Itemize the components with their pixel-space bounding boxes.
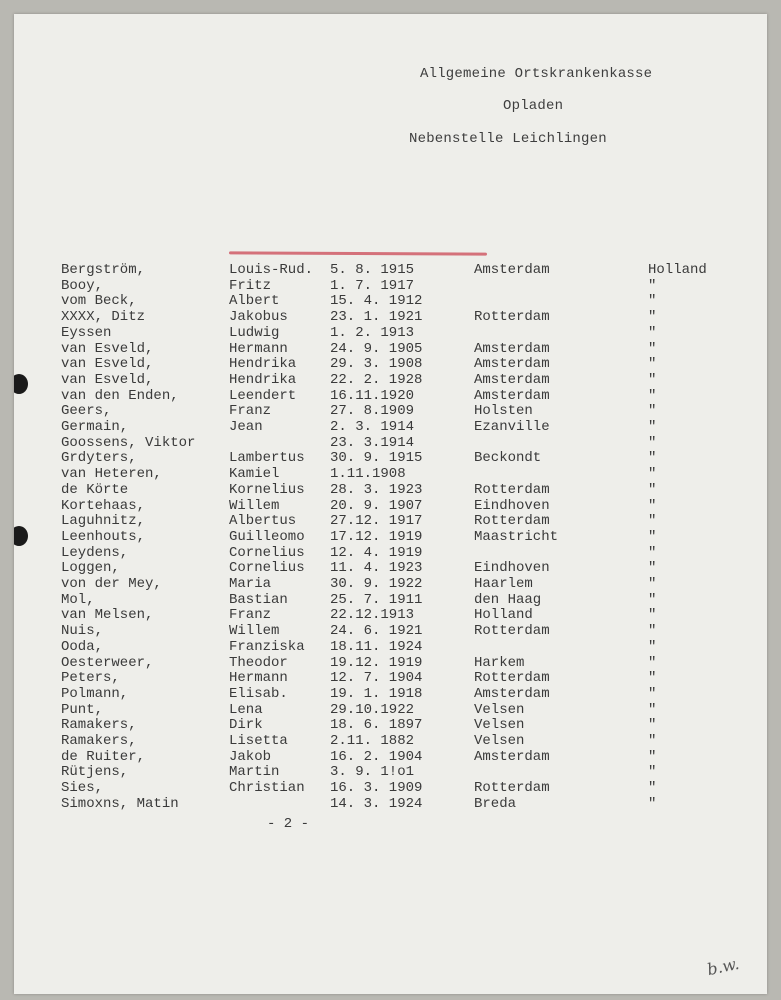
- list-item: [14, 560, 767, 576]
- country-cell: ": [648, 795, 657, 812]
- list-item: [14, 388, 767, 404]
- list-item: [14, 435, 767, 451]
- birth-date-cell: 19. 1. 1918: [330, 685, 423, 702]
- birth-date-cell: 19.12. 1919: [330, 654, 423, 671]
- header-city: Opladen: [503, 98, 564, 114]
- given-name-cell: Fritz: [229, 277, 272, 294]
- given-name-cell: Hermann: [229, 340, 288, 357]
- birth-place-cell: Rotterdam: [474, 780, 550, 797]
- given-name-cell: Hendrika: [229, 371, 297, 388]
- birth-date-cell: 17.12. 1919: [330, 528, 423, 545]
- birth-place-cell: Eindhoven: [474, 560, 550, 577]
- document-page: [14, 14, 767, 994]
- country-cell: ": [648, 497, 657, 514]
- country-cell: ": [648, 309, 657, 326]
- birth-date-cell: 16.11.1920: [330, 387, 415, 404]
- list-item: [14, 372, 767, 388]
- list-item: [14, 670, 767, 686]
- list-item: [14, 717, 767, 733]
- birth-place-cell: Amsterdam: [474, 748, 550, 765]
- given-name-cell: Albert: [229, 293, 280, 310]
- given-name-cell: Maria: [229, 576, 272, 592]
- header-organization: Allgemeine Ortskrankenkasse: [420, 66, 653, 82]
- birth-place-cell: Rotterdam: [474, 481, 550, 498]
- given-name-cell: Willem: [229, 623, 280, 640]
- birth-date-cell: 27. 8.1909: [330, 403, 415, 420]
- country-cell: ": [648, 324, 657, 341]
- surname-cell: Punt,: [61, 701, 104, 718]
- country-cell: ": [648, 466, 657, 483]
- list-item: [14, 466, 767, 482]
- surname-cell: Bergström,: [61, 262, 146, 278]
- list-item: [14, 482, 767, 498]
- birth-place-cell: Holland: [474, 607, 533, 624]
- country-cell: ": [648, 638, 657, 655]
- given-name-cell: Theodor: [229, 654, 288, 671]
- country-cell: ": [648, 450, 657, 467]
- birth-date-cell: 24. 6. 1921: [330, 623, 423, 640]
- given-name-cell: Franziska: [229, 638, 305, 655]
- given-name-cell: Cornelius: [229, 544, 305, 561]
- birth-place-cell: Amsterdam: [474, 685, 550, 702]
- header-branch: Nebenstelle Leichlingen: [409, 131, 607, 147]
- birth-date-cell: 23. 1. 1921: [330, 309, 423, 326]
- country-cell: ": [648, 654, 657, 671]
- given-name-cell: Elisab.: [229, 685, 288, 702]
- birth-date-cell: 18. 6. 1897: [330, 717, 423, 734]
- birth-date-cell: 27.12. 1917: [330, 513, 423, 530]
- country-cell: ": [648, 560, 657, 577]
- given-name-cell: Lambertus: [229, 450, 305, 467]
- birth-place-cell: Rotterdam: [474, 513, 550, 530]
- country-cell: ": [648, 623, 657, 640]
- birth-date-cell: 11. 4. 1923: [330, 560, 423, 577]
- birth-place-cell: Ezanville: [474, 419, 550, 435]
- surname-cell: van Esveld,: [61, 371, 154, 388]
- given-name-cell: Jakob: [229, 748, 272, 765]
- surname-cell: van Melsen,: [61, 607, 154, 624]
- birth-place-cell: Amsterdam: [474, 340, 550, 357]
- birth-place-cell: Rotterdam: [474, 309, 550, 326]
- surname-cell: Oesterweer,: [61, 654, 154, 671]
- list-item: [14, 655, 767, 671]
- surname-cell: Goossens, Viktor: [61, 434, 196, 451]
- country-cell: ": [648, 340, 657, 357]
- list-item: [14, 780, 767, 796]
- surname-cell: Nuis,: [61, 623, 104, 640]
- surname-cell: Peters,: [61, 670, 120, 687]
- surname-cell: van Heteren,: [61, 466, 162, 483]
- list-item: [14, 686, 767, 702]
- given-name-cell: Leendert: [229, 387, 297, 404]
- surname-cell: van den Enden,: [61, 387, 179, 404]
- surname-cell: Simoxns, Matin: [61, 795, 179, 812]
- birth-date-cell: 12. 4. 1919: [330, 544, 423, 561]
- given-name-cell: Bastian: [229, 591, 288, 608]
- country-cell: ": [648, 748, 657, 765]
- birth-date-cell: 30. 9. 1922: [330, 576, 423, 592]
- surname-cell: Ramakers,: [61, 717, 137, 734]
- birth-date-cell: 1.11.1908: [330, 466, 406, 483]
- birth-place-cell: Holsten: [474, 403, 533, 420]
- birth-date-cell: 24. 9. 1905: [330, 340, 423, 357]
- surname-cell: Laguhnitz,: [61, 513, 146, 530]
- list-item: [14, 262, 767, 278]
- given-name-cell: Dirk: [229, 717, 263, 734]
- given-name-cell: Kamiel: [229, 466, 280, 483]
- birth-date-cell: 1. 7. 1917: [330, 277, 415, 294]
- country-cell: ": [648, 513, 657, 530]
- country-cell: ": [648, 701, 657, 718]
- birth-place-cell: Maastricht: [474, 528, 559, 545]
- birth-place-cell: Harkem: [474, 654, 525, 671]
- birth-place-cell: Amsterdam: [474, 371, 550, 388]
- surname-cell: Leenhouts,: [61, 528, 146, 545]
- birth-place-cell: Velsen: [474, 717, 525, 734]
- country-cell: ": [648, 607, 657, 624]
- surname-cell: Sies,: [61, 780, 104, 797]
- surname-cell: de Ruiter,: [61, 748, 146, 765]
- birth-date-cell: 14. 3. 1924: [330, 795, 423, 812]
- given-name-cell: Guilleomo: [229, 528, 305, 545]
- surname-cell: Kortehaas,: [61, 497, 146, 514]
- given-name-cell: Hendrika: [229, 356, 297, 373]
- country-cell: ": [648, 528, 657, 545]
- birth-date-cell: 1. 2. 1913: [330, 324, 415, 341]
- given-name-cell: Willem: [229, 497, 280, 514]
- list-item: [14, 764, 767, 780]
- country-cell: ": [648, 434, 657, 451]
- surname-cell: Ramakers,: [61, 733, 137, 749]
- birth-place-cell: Velsen: [474, 701, 525, 718]
- list-item: [14, 309, 767, 325]
- birth-place-cell: Haarlem: [474, 576, 533, 592]
- surname-cell: van Esveld,: [61, 340, 154, 357]
- surname-cell: Booy,: [61, 277, 104, 294]
- birth-date-cell: 30. 9. 1915: [330, 450, 423, 467]
- given-name-cell: Hermann: [229, 670, 288, 687]
- list-item: [14, 796, 767, 812]
- surname-cell: XXXX, Ditz: [61, 309, 146, 326]
- list-item: [14, 450, 767, 466]
- handwritten-note: b.w.: [705, 953, 741, 980]
- list-item: [14, 341, 767, 357]
- surname-cell: Loggen,: [61, 560, 120, 577]
- country-cell: ": [648, 481, 657, 498]
- list-item: [14, 419, 767, 435]
- birth-place-cell: Eindhoven: [474, 497, 550, 514]
- country-cell: ": [648, 591, 657, 608]
- list-item: [14, 293, 767, 309]
- country-cell: ": [648, 685, 657, 702]
- surname-cell: Geers,: [61, 403, 112, 420]
- list-item: [14, 623, 767, 639]
- birth-place-cell: Amsterdam: [474, 387, 550, 404]
- surname-cell: Germain,: [61, 419, 129, 435]
- country-cell: ": [648, 717, 657, 734]
- list-item: [14, 607, 767, 623]
- birth-date-cell: 15. 4. 1912: [330, 293, 423, 310]
- list-item: [14, 576, 767, 592]
- surname-cell: von der Mey,: [61, 576, 162, 592]
- country-cell: ": [648, 356, 657, 373]
- surname-cell: Grdyters,: [61, 450, 137, 467]
- country-cell: ": [648, 403, 657, 420]
- list-item: [14, 702, 767, 718]
- birth-date-cell: 22.12.1913: [330, 607, 415, 624]
- surname-cell: Eyssen: [61, 324, 112, 341]
- birth-date-cell: 28. 3. 1923: [330, 481, 423, 498]
- list-item: [14, 278, 767, 294]
- given-name-cell: Franz: [229, 403, 272, 420]
- birth-date-cell: 2. 3. 1914: [330, 419, 415, 435]
- surname-cell: Ooda,: [61, 638, 104, 655]
- page-number: - 2 -: [267, 816, 310, 832]
- given-name-cell: Martin: [229, 764, 280, 781]
- birth-date-cell: 3. 9. 1!o1: [330, 764, 415, 781]
- birth-date-cell: 20. 9. 1907: [330, 497, 423, 514]
- surname-cell: Mol,: [61, 591, 95, 608]
- surname-cell: vom Beck,: [61, 293, 137, 310]
- list-item: [14, 529, 767, 545]
- birth-place-cell: Amsterdam: [474, 356, 550, 373]
- given-name-cell: Jakobus: [229, 309, 288, 326]
- birth-date-cell: 18.11. 1924: [330, 638, 423, 655]
- given-name-cell: Louis-Rud.: [229, 262, 314, 278]
- birth-place-cell: den Haag: [474, 591, 542, 608]
- birth-date-cell: 23. 3.1914: [330, 434, 415, 451]
- given-name-cell: Cornelius: [229, 560, 305, 577]
- country-cell: ": [648, 544, 657, 561]
- birth-date-cell: 5. 8. 1915: [330, 262, 415, 278]
- country-cell: ": [648, 733, 657, 749]
- country-cell: ": [648, 780, 657, 797]
- birth-place-cell: Rotterdam: [474, 670, 550, 687]
- birth-date-cell: 29. 3. 1908: [330, 356, 423, 373]
- surname-cell: Polmann,: [61, 685, 129, 702]
- list-item: [14, 325, 767, 341]
- country-cell: ": [648, 293, 657, 310]
- country-cell: ": [648, 387, 657, 404]
- surname-cell: de Körte: [61, 481, 129, 498]
- surname-cell: Leydens,: [61, 544, 129, 561]
- birth-date-cell: 22. 2. 1928: [330, 371, 423, 388]
- birth-date-cell: 2.11. 1882: [330, 733, 415, 749]
- given-name-cell: Franz: [229, 607, 272, 624]
- country-cell: ": [648, 764, 657, 781]
- birth-place-cell: Velsen: [474, 733, 525, 749]
- birth-date-cell: 12. 7. 1904: [330, 670, 423, 687]
- given-name-cell: Lena: [229, 701, 263, 718]
- list-item: [14, 592, 767, 608]
- surname-cell: van Esveld,: [61, 356, 154, 373]
- birth-date-cell: 16. 3. 1909: [330, 780, 423, 797]
- list-item: [14, 639, 767, 655]
- given-name-cell: Jean: [229, 419, 263, 435]
- list-item: [14, 403, 767, 419]
- list-item: [14, 733, 767, 749]
- list-item: [14, 749, 767, 765]
- list-item: [14, 513, 767, 529]
- surname-cell: Rütjens,: [61, 764, 129, 781]
- birth-place-cell: Beckondt: [474, 450, 542, 467]
- birth-date-cell: 16. 2. 1904: [330, 748, 423, 765]
- country-cell: ": [648, 371, 657, 388]
- birth-date-cell: 25. 7. 1911: [330, 591, 423, 608]
- birth-place-cell: Rotterdam: [474, 623, 550, 640]
- country-cell: Holland: [648, 262, 707, 278]
- country-cell: ": [648, 419, 657, 435]
- given-name-cell: Albertus: [229, 513, 297, 530]
- birth-place-cell: Breda: [474, 795, 517, 812]
- country-cell: ": [648, 277, 657, 294]
- list-item: [14, 356, 767, 372]
- country-cell: ": [648, 670, 657, 687]
- given-name-cell: Lisetta: [229, 733, 288, 749]
- red-underline-mark: [229, 251, 487, 255]
- given-name-cell: Ludwig: [229, 324, 280, 341]
- country-cell: ": [648, 576, 657, 592]
- birth-date-cell: 29.10.1922: [330, 701, 415, 718]
- birth-place-cell: Amsterdam: [474, 262, 550, 278]
- given-name-cell: Christian: [229, 780, 305, 797]
- given-name-cell: Kornelius: [229, 481, 305, 498]
- list-item: [14, 545, 767, 561]
- list-item: [14, 498, 767, 514]
